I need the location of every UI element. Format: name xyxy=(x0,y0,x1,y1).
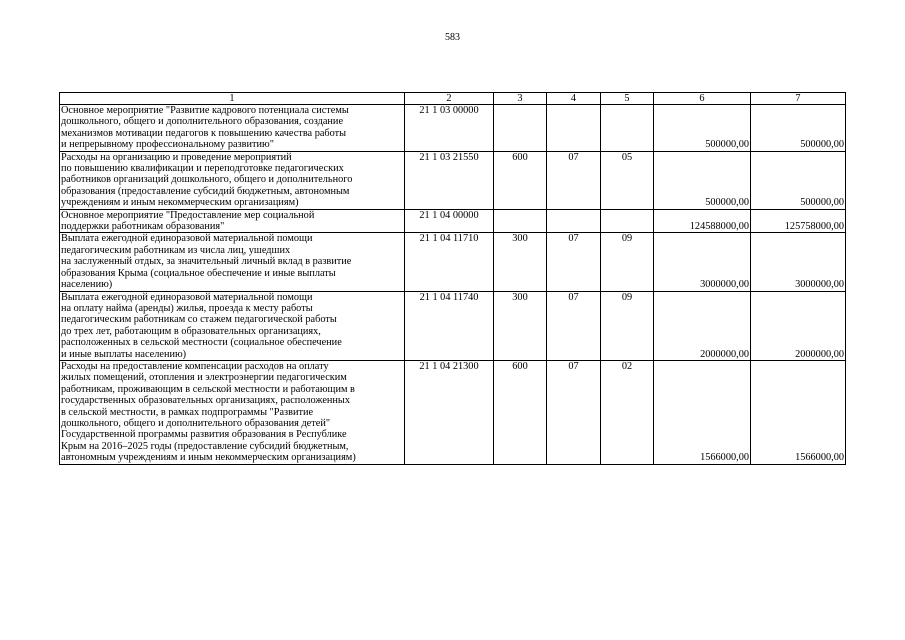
description-line: дошкольного, общего и дополнительного образования детей" xyxy=(61,417,331,429)
target-article-code: 21 1 04 00000 xyxy=(405,209,494,233)
table-row xyxy=(60,209,846,233)
section-code xyxy=(547,105,601,152)
subsection-code: 09 xyxy=(601,291,654,360)
description-line: государственных образовательных организациях, расположенных xyxy=(61,395,350,407)
description-line: Расходы на предоставление компенсации расходов на оплату xyxy=(61,360,329,372)
row-description xyxy=(60,151,405,209)
row-description xyxy=(60,360,405,464)
expense-type-code xyxy=(494,105,547,152)
subsection-code xyxy=(601,209,654,233)
description-line: и иные выплаты населению) xyxy=(61,348,187,360)
description-line: Основное мероприятие "Развитие кадрового потенциала системы xyxy=(61,105,349,116)
description-line: в сельской местности, в рамках подпрограммы "Развитие xyxy=(61,406,314,418)
section-code: 07 xyxy=(547,291,601,360)
amount-column-7: 125758000,00 xyxy=(751,209,846,233)
budget-table xyxy=(59,92,846,465)
subsection-code xyxy=(601,105,654,152)
section-code: 07 xyxy=(547,233,601,291)
row-description xyxy=(60,233,405,291)
table-row xyxy=(60,360,846,464)
description-line: на заслуженный отдых, за значительный личный вклад в развитие xyxy=(61,256,352,268)
description-line: образования (предоставление субсидий бюджетным, автономным xyxy=(61,185,350,197)
section-code: 07 xyxy=(547,151,601,209)
amount-column-7: 500000,00 xyxy=(751,151,846,209)
description-line: Расходы на организацию и проведение мероприятий xyxy=(61,151,292,163)
amount-column-6: 3000000,00 xyxy=(654,233,751,291)
column-number-7: 7 xyxy=(751,93,846,105)
page-number: 583 xyxy=(445,32,460,43)
description-line: до трех лет, работающим в образовательных организациях, xyxy=(61,325,321,337)
expense-type-code: 300 xyxy=(494,233,547,291)
description-line: и непрерывному профессиональному развитию" xyxy=(61,139,274,151)
subsection-code: 02 xyxy=(601,360,654,464)
description-line: дошкольного, общего и дополнительного образования, создание xyxy=(61,116,344,128)
amount-column-6: 124588000,00 xyxy=(654,209,751,233)
target-article-code: 21 1 03 21550 xyxy=(405,151,494,209)
column-number-6: 6 xyxy=(654,93,751,105)
table-row xyxy=(60,105,846,152)
amount-column-6: 2000000,00 xyxy=(654,291,751,360)
description-line: учреждениям и иным некоммерческим организациям) xyxy=(61,197,299,209)
description-line: образования Крыма (социальное обеспечение и иные выплаты xyxy=(61,267,336,279)
description-line: механизмов мотивации педагогов к повышению качества работы xyxy=(61,127,347,139)
amount-column-7: 3000000,00 xyxy=(751,233,846,291)
description-line: Крым на 2016–2025 годы (предоставление субсидий бюджетным, xyxy=(61,440,349,452)
description-line: педагогическим работникам со стажем педагогической работы xyxy=(61,314,337,326)
row-description xyxy=(60,105,405,152)
description-line: поддержки работникам образования" xyxy=(61,221,225,233)
description-line: работников организаций дошкольного, общего и дополнительного xyxy=(61,174,353,186)
description-line: жилых помещений, отопления и электроэнергии педагогическим xyxy=(61,372,347,384)
amount-column-7: 2000000,00 xyxy=(751,291,846,360)
expense-type-code: 600 xyxy=(494,360,547,464)
description-line: педагогическим работникам из числа лиц, ушедших xyxy=(61,244,291,256)
table-row xyxy=(60,151,846,209)
description-line: работникам, проживающим в сельской местности и работающим в xyxy=(61,383,355,395)
description-line: Выплата ежегодной единоразовой материальной помощи xyxy=(61,291,313,303)
target-article-code: 21 1 03 00000 xyxy=(405,105,494,152)
row-description xyxy=(60,209,405,233)
table-row xyxy=(60,233,846,291)
subsection-code: 05 xyxy=(601,151,654,209)
row-description xyxy=(60,291,405,360)
expense-type-code xyxy=(494,209,547,233)
column-number-5: 5 xyxy=(601,93,654,105)
description-line: населению) xyxy=(61,279,113,291)
amount-column-7: 1566000,00 xyxy=(751,360,846,464)
target-article-code: 21 1 04 11740 xyxy=(405,291,494,360)
column-number-2: 2 xyxy=(405,93,494,105)
subsection-code: 09 xyxy=(601,233,654,291)
amount-column-7: 500000,00 xyxy=(751,105,846,152)
description-line: автономным учреждениям и иным некоммерческим организациям) xyxy=(61,452,356,464)
target-article-code: 21 1 04 11710 xyxy=(405,233,494,291)
description-line: расположенных в сельской местности (социальное обеспечение xyxy=(61,337,342,349)
description-line: Государственной программы развития образования в Республике xyxy=(61,429,347,441)
amount-column-6: 1566000,00 xyxy=(654,360,751,464)
section-code: 07 xyxy=(547,360,601,464)
description-line: Основное мероприятие "Предоставление мер социальной xyxy=(61,209,315,221)
table-row xyxy=(60,291,846,360)
description-line: Выплата ежегодной единоразовой материальной помощи xyxy=(61,233,313,245)
description-line: на оплату найма (аренды) жилья, проезда к месту работы xyxy=(61,302,313,314)
section-code xyxy=(547,209,601,233)
amount-column-6: 500000,00 xyxy=(654,151,751,209)
expense-type-code: 300 xyxy=(494,291,547,360)
column-number-3: 3 xyxy=(494,93,547,105)
column-number-4: 4 xyxy=(547,93,601,105)
column-number-1: 1 xyxy=(60,93,405,105)
target-article-code: 21 1 04 21300 xyxy=(405,360,494,464)
table-body xyxy=(60,93,846,465)
description-line: по повышению квалификации и переподготовке педагогических xyxy=(61,163,344,175)
amount-column-6: 500000,00 xyxy=(654,105,751,152)
expense-type-code: 600 xyxy=(494,151,547,209)
column-number-row xyxy=(60,93,846,105)
